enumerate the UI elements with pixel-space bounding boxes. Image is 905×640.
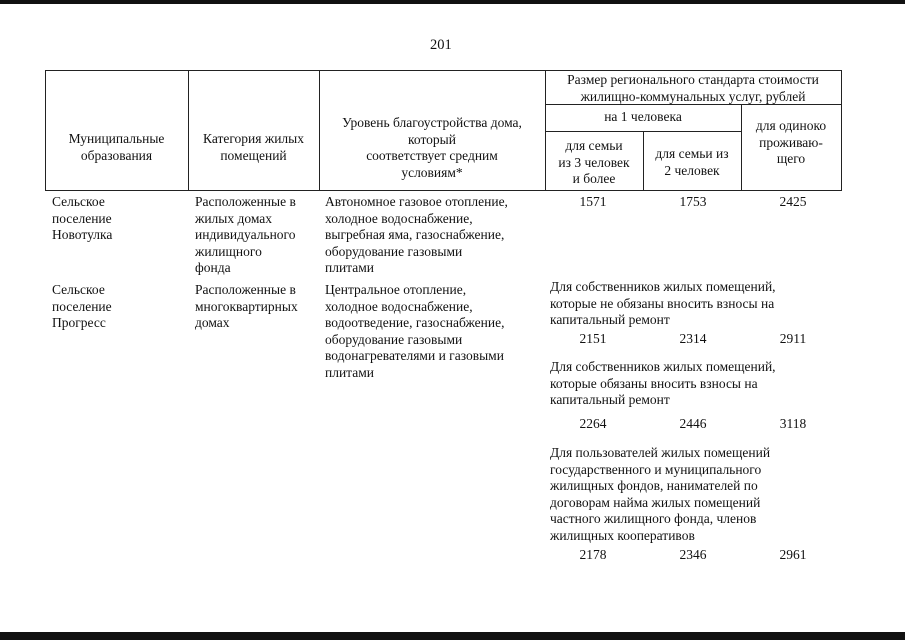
value-family3: 2264 xyxy=(579,416,607,431)
header-standard-size: Размер регионального стандарта стоимости жилищно-коммунальных услуг, рублей xyxy=(567,72,819,104)
bottom-border xyxy=(0,632,905,640)
row-municipality: Сельское поселение Прогресс xyxy=(52,282,112,330)
value-single: 2911 xyxy=(779,331,807,346)
header-category: Категория жилых помещений xyxy=(203,131,304,163)
header-top-line xyxy=(45,70,842,71)
header-family3: для семьи из 3 человек и более xyxy=(558,138,630,186)
header-single: для одиноко проживаю- щего xyxy=(755,118,827,166)
value-family2: 2446 xyxy=(679,416,707,431)
row-comfort: Центральное отопление, холодное водоснабжение, водоотведение, газоснабжение, оборудование газовыми водонагревателями и газовыми плитами xyxy=(325,282,505,380)
value-single: 2961 xyxy=(779,547,807,562)
header-family2: для семьи из 2 человек xyxy=(655,146,729,178)
row-category: Расположенные в жилых домах индивидуального жилищного фонда xyxy=(195,194,296,275)
value-family2: 2346 xyxy=(679,547,707,562)
page-number: 201 xyxy=(430,37,452,53)
group-note: Для собственников жилых помещений, которые не обязаны вносить взносы на капитальный ремонт xyxy=(550,279,776,327)
row-category: Расположенные в многоквартирных домах xyxy=(195,282,298,330)
value-family2: 1753 xyxy=(679,194,707,209)
value-family3: 1571 xyxy=(579,194,607,209)
top-border xyxy=(0,0,905,4)
header-bottom-line xyxy=(45,190,842,191)
value-family3: 2178 xyxy=(579,547,607,562)
row-municipality: Сельское поселение Новотулка xyxy=(52,194,113,242)
value-single: 2425 xyxy=(779,194,807,209)
value-family3: 2151 xyxy=(579,331,607,346)
header-municipality: Муниципальные образования xyxy=(68,131,165,163)
value-family2: 2314 xyxy=(679,331,707,346)
row-comfort: Автономное газовое отопление, холодное водоснабжение, выгребная яма, газоснабжение, оборудование газовыми плитами xyxy=(325,194,508,275)
col-divider xyxy=(841,70,842,191)
header-comfort-level: Уровень благоустройства дома, который соответствует средним условиям* xyxy=(342,115,522,180)
value-single: 3118 xyxy=(779,416,807,431)
header-per-person: на 1 человека xyxy=(604,109,682,124)
group-note: Для пользователей жилых помещений государственного и муниципального жилищных фондов, нанимателей по договорам найма жилых помещений частного жилищного фонда, членов жилищных кооперативов xyxy=(550,445,771,543)
group-note: Для собственников жилых помещений, которые обязаны вносить взносы на капитальный ремонт xyxy=(550,359,776,407)
